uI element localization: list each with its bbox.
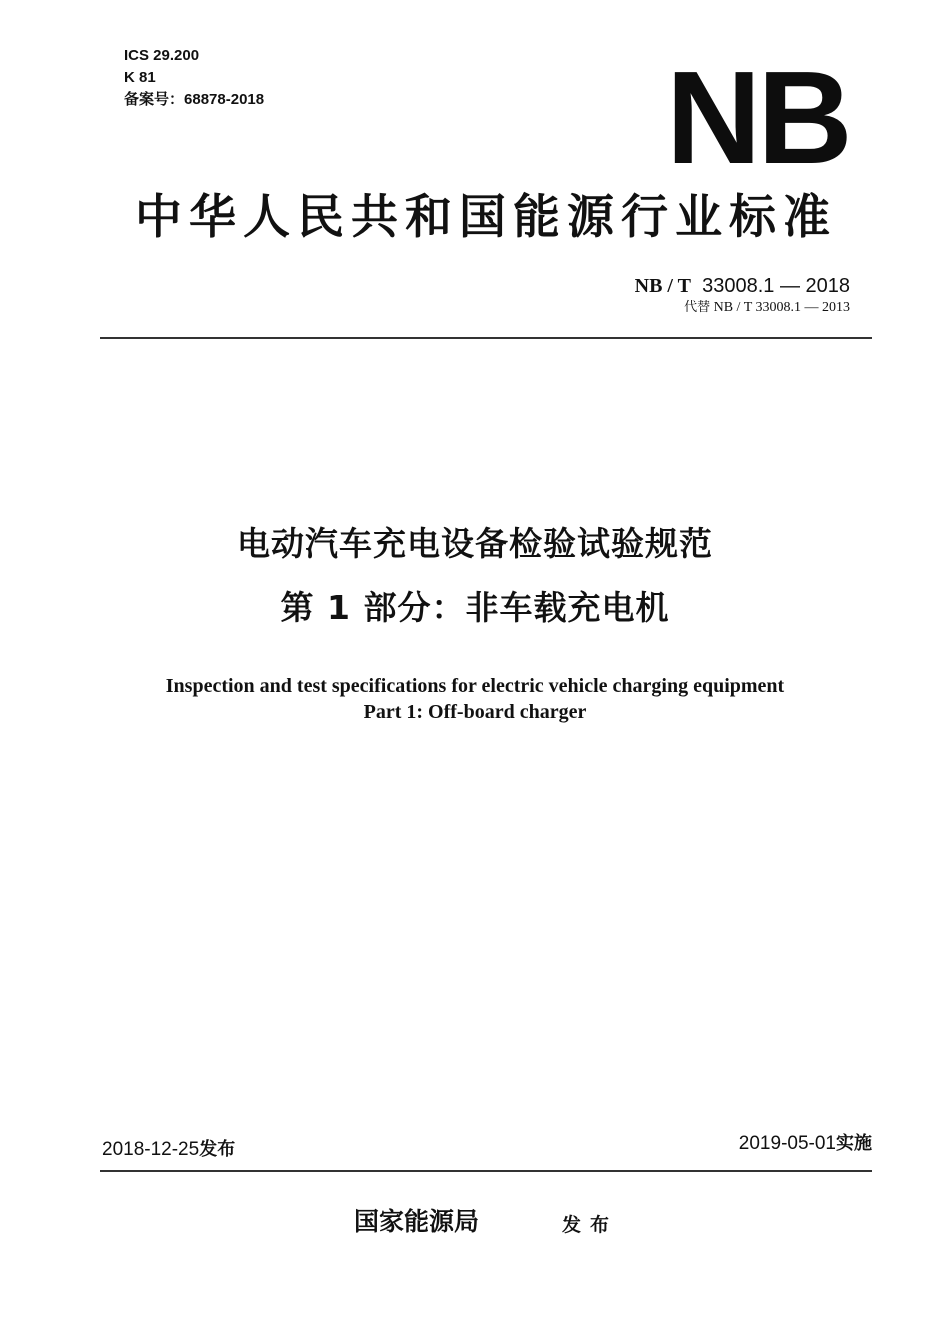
filing-value: 68878-2018: [184, 91, 265, 108]
publish-date: [102, 1138, 235, 1162]
filing-number: [124, 89, 264, 111]
title-english-line1: Inspection and test specifications for electric vehicle charging equipment: [165, 675, 785, 697]
ics-code: ICS 29.200: [124, 47, 200, 64]
classification-block: [124, 45, 264, 111]
title-english-line2: Part 1: Off-board charger: [363, 701, 587, 723]
publish-date-suffix: 发布: [199, 1139, 236, 1160]
replaces-line: [684, 299, 850, 317]
effective-date-value: 2019-05-01: [738, 1133, 836, 1154]
issuing-authority: 国家能源局: [354, 1207, 480, 1236]
standard-prefix: NB / T: [634, 275, 691, 297]
filing-label: 备案号：: [124, 91, 185, 108]
publish-date-value: 2018-12-25: [102, 1139, 200, 1160]
effective-date: [739, 1132, 872, 1156]
top-divider: [100, 337, 872, 339]
nb-logo: NB: [666, 44, 849, 191]
effective-date-suffix: 实施: [836, 1133, 872, 1154]
replaces-label: 代替: [684, 300, 711, 315]
standard-code: 33008.1 — 2018: [702, 275, 850, 297]
bottom-divider: [100, 1170, 872, 1172]
standard-category-heading: 中华人民共和国能源行业标准: [135, 190, 837, 245]
ccs-code: K 81: [124, 69, 156, 86]
standard-number: [635, 274, 850, 298]
title-chinese-line2: 第 1 部分：非车载充电机: [280, 588, 670, 627]
issue-label: 发布: [562, 1214, 619, 1236]
replaces-number: NB / T 33008.1 — 2013: [713, 300, 850, 315]
title-chinese-line1: 电动汽车充电设备检验试验规范: [237, 524, 713, 563]
